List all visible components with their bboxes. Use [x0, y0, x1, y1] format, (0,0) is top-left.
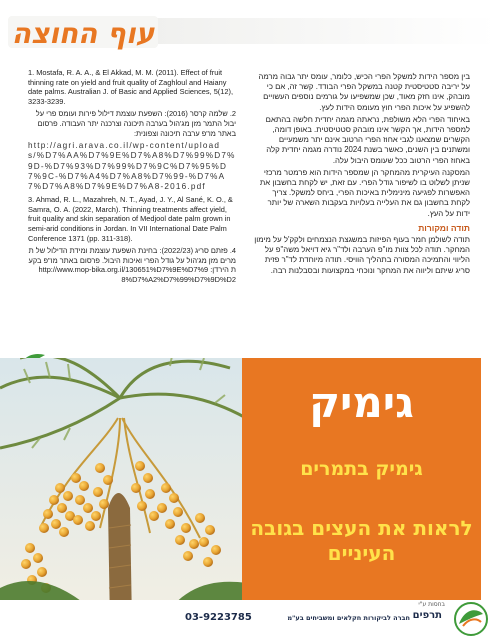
feature-panel	[242, 358, 481, 600]
reference-link[interactable]: http://agri.arava.co.il/wp-content/uploads/%D7%AA%D7%9E%D7%A8%D7%99%D7%9D-%D7%93%D7%99%D7%9C%D7%95%D7%9C-%D7%A4%D7%A8%D7%99-%D7%A7%D7%A8%D7%9E%D7%A8-2016.pdf	[28, 141, 236, 191]
footer-tagline: חברה לביקורות חקלאים ומשביחים בע"מ	[287, 614, 410, 622]
sponsor-footer	[0, 600, 497, 640]
feature-subtitle: גימיק בתמרים	[300, 458, 423, 480]
brand-logo-icon	[445, 600, 497, 638]
footer-sponsor: בחסות ע"י	[418, 601, 445, 608]
svg-text:עוף החוצה: עוף החוצה	[11, 17, 155, 50]
footer-brand: תרפים	[412, 610, 442, 621]
feature-title: גימיק	[309, 378, 414, 427]
reference-item: 4. פזתם סריג (2022/23): בחינת השפעת עוצמת ומידת הדילול של תמרים מזן מג'הול על גודל הפרי ואיכות היבול. פרסום באתר מו"פ בקעת הירדן: http://www.mop-bika.org.il/130651%D7%9E%D7%98%D7%A2%D7%99%D7%9D%D2	[28, 246, 236, 284]
date-palm-photo	[0, 358, 246, 624]
thanks-paragraph: תודה לשולמן חמר בעוף הפיזות במשגצת הנצמחים ולקק'ל על מימון המחקר. תודה לכל צוות מו"פ הערבה ולד"ר גיא דויאל משה"פ על הליווי והתמיכה המסורה בתהליך הוויסי. תודה מיוחדת לד"ר פזית סריג שיתם וליווה את המחקר ונוכחי במקצועות ובסבלנות רבה.	[254, 235, 470, 275]
reference-item: 2. שלמה קרסר (2016): השפעת עוצמת דילול פירות ועומס פרי על יבול התמר מזן מג'הול בערבה תיכונה וצרכנה יתר העבודה. פרסום באתר מו"פ ערבה תיכונה וצפונית:	[35, 109, 236, 138]
footer-phone: 03-9223785	[185, 612, 252, 623]
feature-tagline: לראות את העצים בגובה העיניים	[250, 516, 473, 565]
page-header	[0, 0, 497, 62]
article-paragraph: באיחוד הפרי הלא משולפת, נראתה מגמה יחדית חלשה בהתאם למספר הידות, אך הקשר אינו מובהק סטטיסטית. באופן דומה, הקשרים שמצאנו לגבי אחוז הפרי הרטוב אינם יתר משמעיים ומשתנים בין השנים, כאשר בשנת 2024 נודרה מגמה יחדית קלה באחוז הפרי הרטוב ככל שעומס היבול עלה.	[265, 114, 470, 165]
reference-item: 1. Mostafa, R. A. A., & El Akkad, M. M. (2011). Effect of fruit thinning rate on yield and fruit quality of Zaghloul and Haiany date palms. Australian J. of Basic and Applied Sciences, 5(12), 3233-3239.	[28, 68, 233, 106]
article-paragraph: המסקנה העיקרית מהמחקר הן שמספר הידות הוא פרמטר מרכזי שניתן לשלוט בו לשיפור גודל הפרי. עם זאת, יש לקחת בחשבון את האפשרות לפגיעה מינימלית באיכות הפרי, ביחס למשקל. צריך לקחת בחשבון גם את העלייה בעלויות בעקבות השארה של יותר ידות על העץ.	[259, 167, 470, 218]
article-paragraph: בין מספר הידות למשקל הפרי הכיש, כלומר, עומס יתר גבוה מרמה על יריבה סטטיסטית קטנה במשקל הפרי הבודד. קשר זה, אם כי מובהק, אינו חזק מאוד, שכן שמשפיעו על גורמים נוספים העשויים להשפיע על איכות הפרי חוץ מעומס הידות לעץ.	[258, 72, 470, 112]
header-band	[150, 18, 497, 44]
thanks-heading: תודה ומקורות	[418, 222, 470, 233]
article-column	[252, 72, 470, 278]
section-logo	[8, 10, 158, 54]
reference-item: 3. Ahmad, R. L., Mazahreh, N. T., Ayad, J. Y., Al Sané, K. O., & Samra, O. A. (2022, March). Thinning treatments affect yield, fruit quality and skin separation of Medjool date palm grown in semi-arid conditions in Jordan. In VII International Date Palm Conference 1371 (pp. 311-318).	[28, 195, 233, 243]
references-column	[28, 68, 236, 288]
